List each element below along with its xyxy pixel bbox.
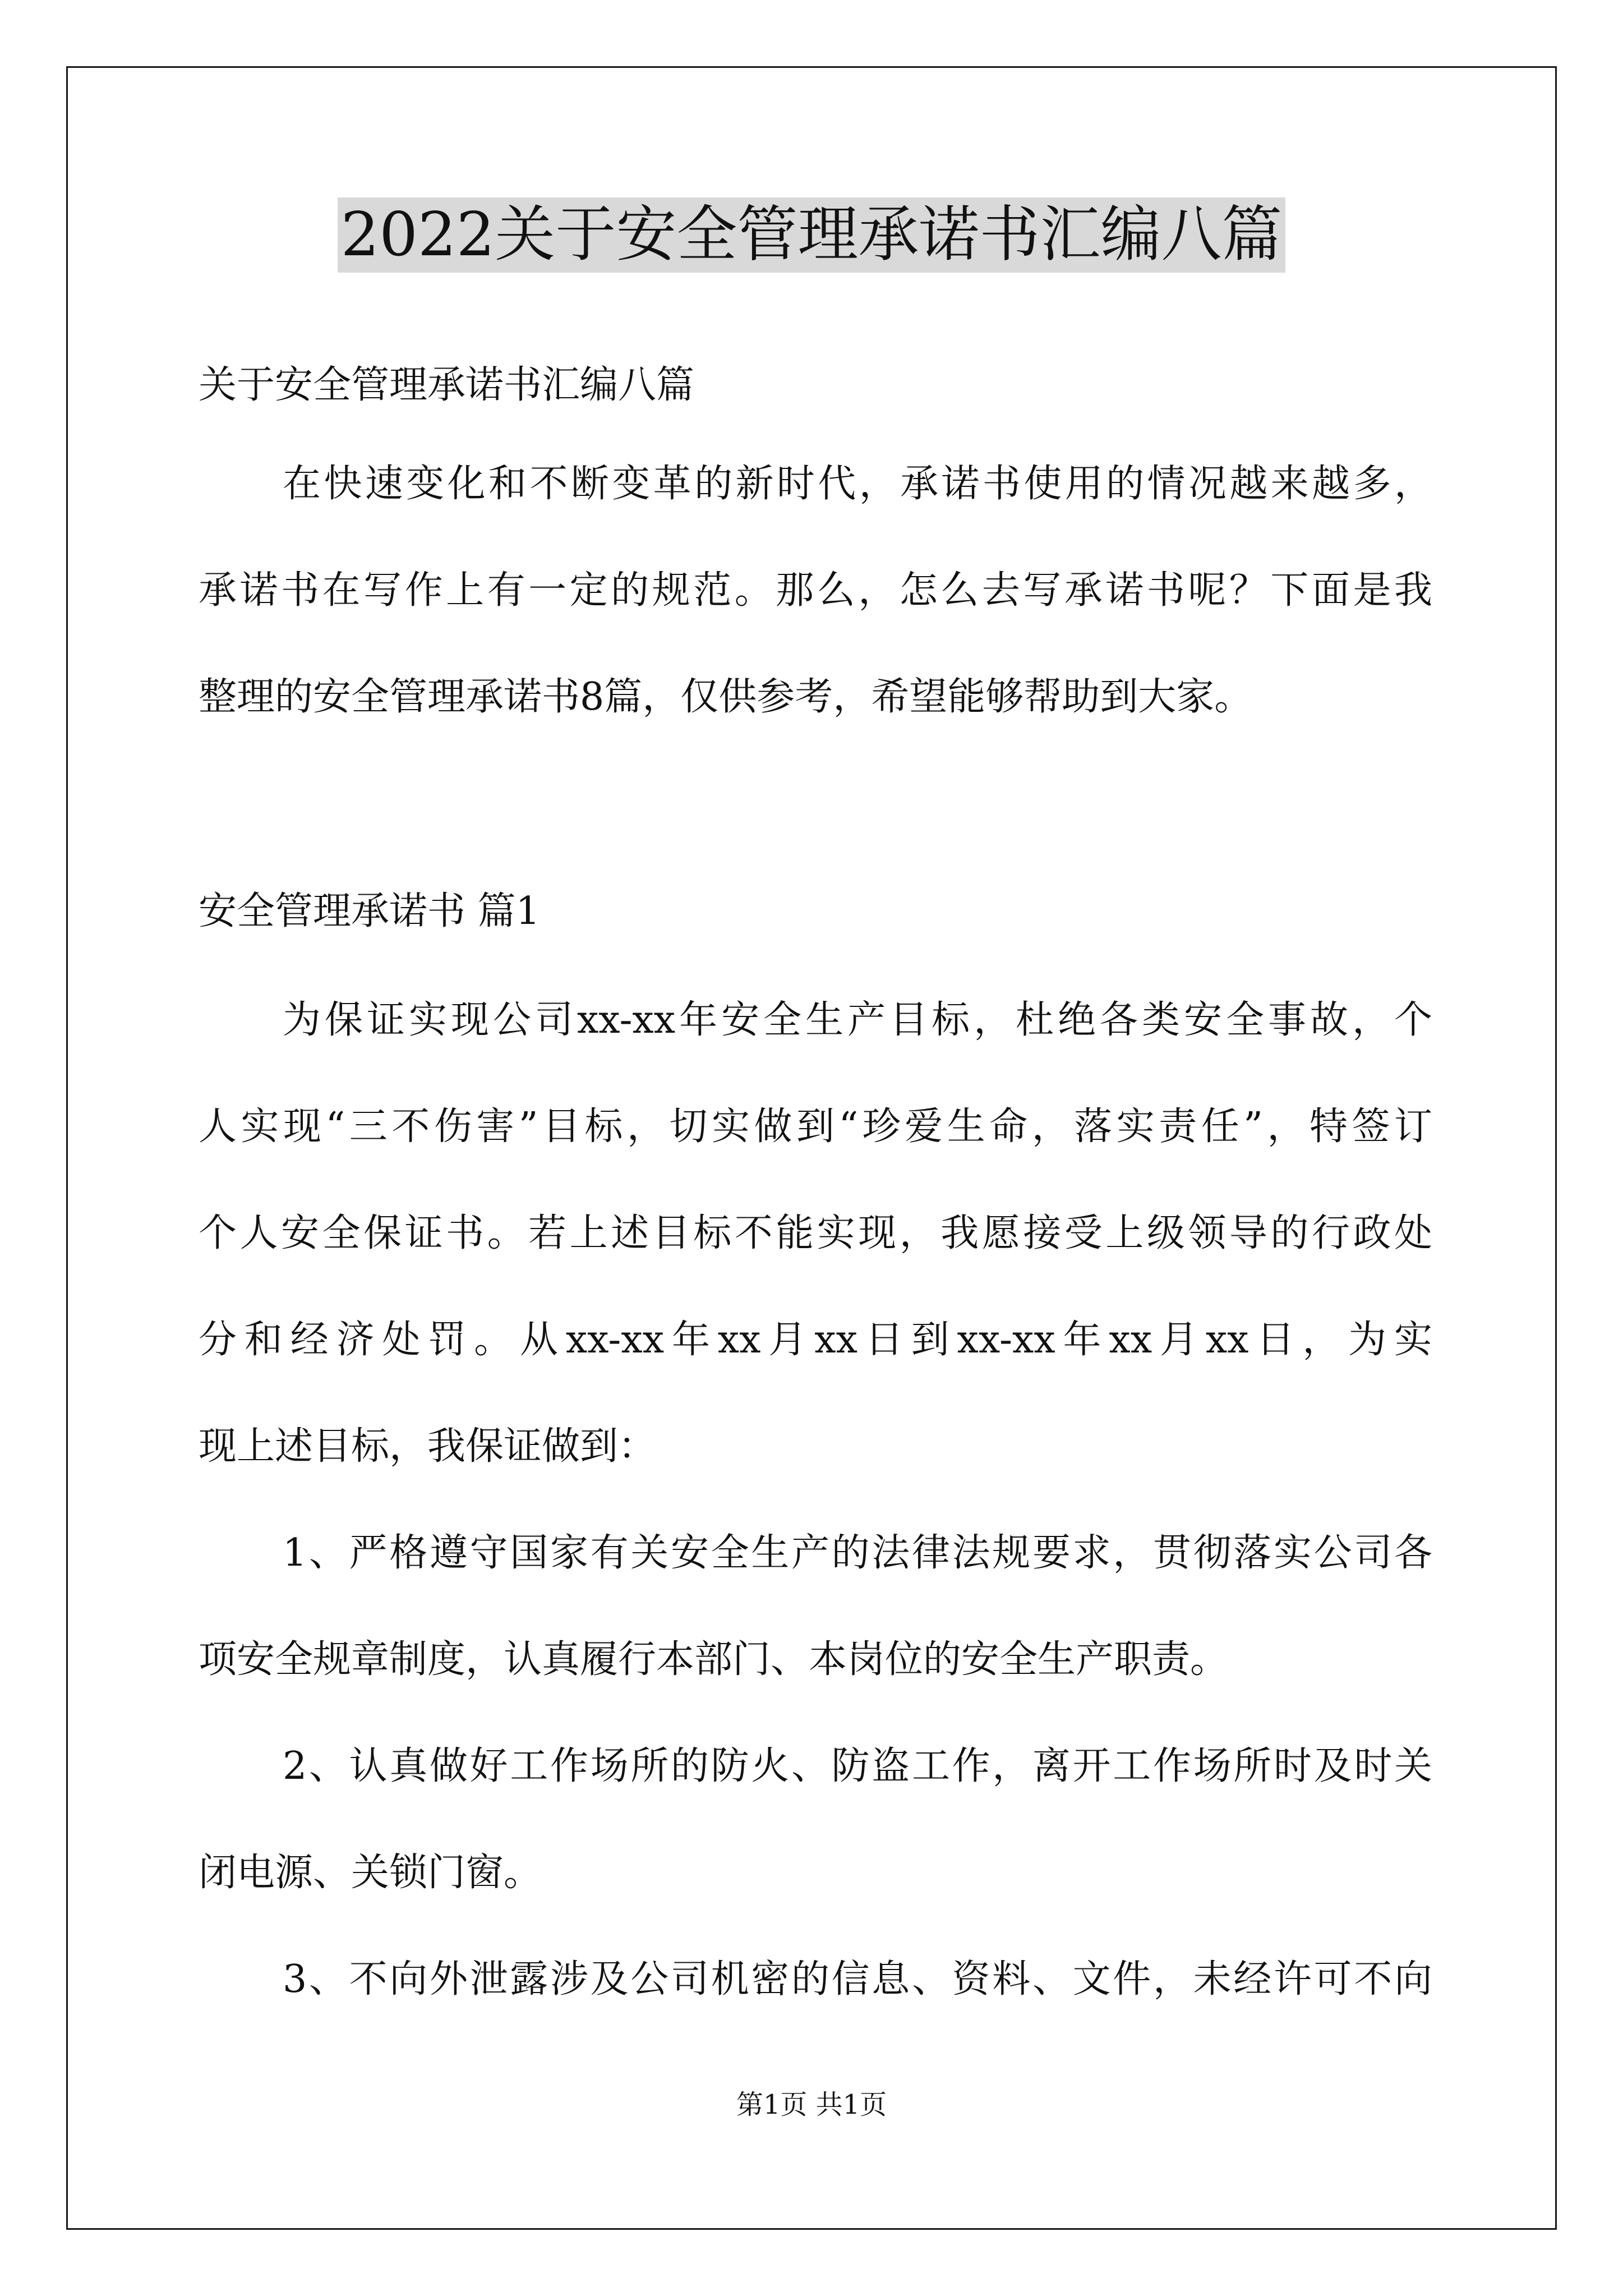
- paragraph-line: 为保证实现公司xx-xx年安全生产目标，杜绝各类安全事故，个: [283, 998, 1432, 1042]
- paragraph-line: 整理的安全管理承诺书8篇，仅供参考，希望能够帮助到大家。: [199, 675, 1253, 719]
- paragraph-line: 现上述目标，我保证做到：: [199, 1424, 657, 1469]
- page-footer: 第1页 共1页: [736, 2089, 887, 2120]
- list-item-line: 2、认真做好工作场所的防火、防盗工作，离开工作场所时及时关: [283, 1744, 1432, 1788]
- list-item-line: 1、严格遵守国家有关安全生产的法律法规要求，贯彻落实公司各: [283, 1531, 1432, 1575]
- subtitle-line: 关于安全管理承诺书汇编八篇: [199, 363, 695, 407]
- paragraph-line: 个人安全保证书。若上述目标不能实现，我愿接受上级领导的行政处: [199, 1211, 1432, 1255]
- paragraph-line: 在快速变化和不断变革的新时代，承诺书使用的情况越来越多，: [283, 462, 1432, 506]
- paragraph-line: 承诺书在写作上有一定的规范。那么，怎么去写承诺书呢？下面是我: [199, 568, 1432, 613]
- list-item-line: 闭电源、关锁门窗。: [199, 1851, 542, 1895]
- section-heading: 安全管理承诺书 篇1: [199, 889, 540, 933]
- paragraph-line: 人实现“三不伤害”目标，切实做到“珍爱生命，落实责任”，特签订: [199, 1105, 1432, 1149]
- document-title: 2022关于安全管理承诺书汇编八篇: [338, 197, 1286, 273]
- list-item-line: 项安全规章制度，认真履行本部门、本岗位的安全生产职责。: [199, 1637, 1229, 1682]
- paragraph-line: 分和经济处罚。从xx-xx年xx月xx日到xx-xx年xx月xx日，为实: [199, 1318, 1432, 1362]
- title-container: [0, 197, 1623, 273]
- list-item-line: 3、不向外泄露涉及公司机密的信息、资料、文件，未经许可不向: [283, 1957, 1432, 2001]
